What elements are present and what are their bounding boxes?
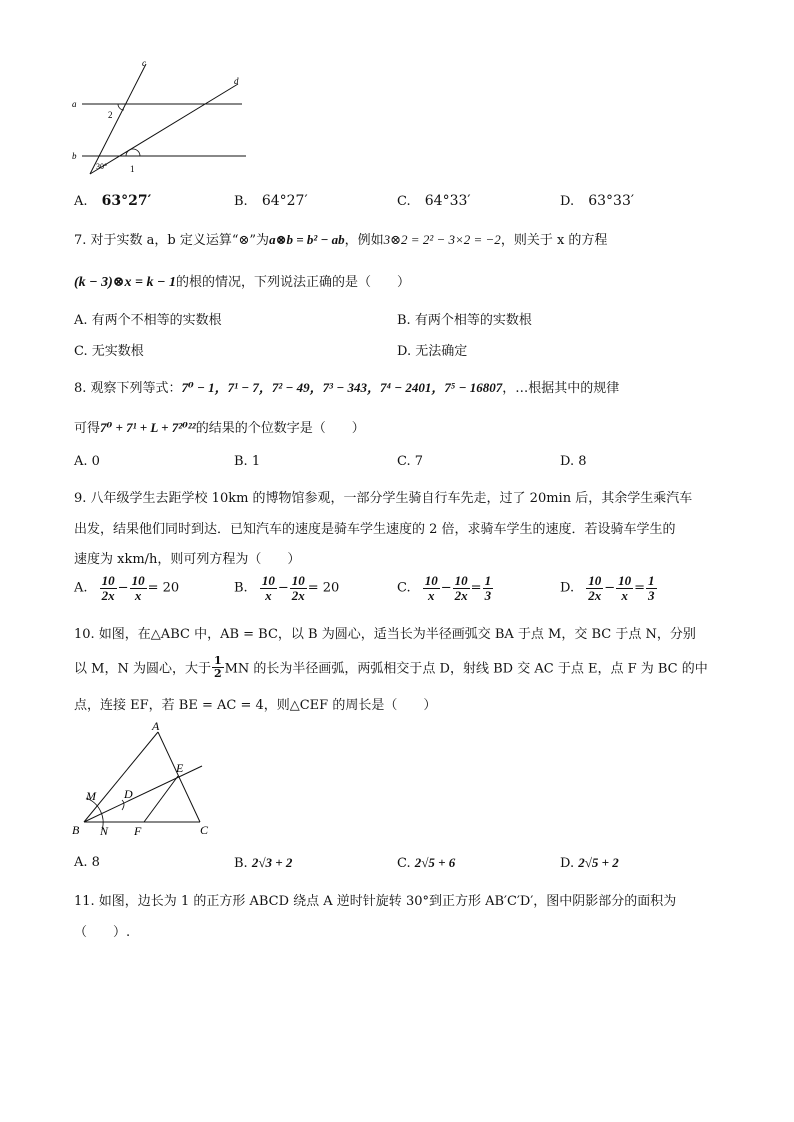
q6-option-a[interactable]: A. 63°27′ <box>74 193 152 209</box>
q9-stem-line2: 出发，结果他们同时到达．已知汽车的速度是骑车学生速度的 2 倍，求骑车学生的速度．若设骑车学生的 <box>74 522 676 537</box>
label-angle-2: 2 <box>108 110 113 120</box>
q11-stem-line1: 11. 如图，边长为 1 的正方形 ABCD 绕点 A 逆时针旋转 30°到正方形 AB′C′D′，图中阴影部分的面积为 <box>74 894 677 909</box>
label-D: D <box>124 787 133 801</box>
label-b: b <box>72 151 77 161</box>
q10-stem-line2: 以 M，N 为圆心，大于 $\frac{1}{2}$ MN 的长为半径画弧，两弧相交于点 D，射线 BD 交 AC 于点 E，点 F 为 BC 的中 <box>74 654 708 680</box>
triangle-abc-figure <box>70 718 220 840</box>
q8-stem-line2: 可得7⁰ + 7¹ + L + 7²⁰²²的结果的个位数字是（ ） <box>74 420 365 436</box>
q10-stem-line3: 点，连接 EF，若 BE = AC = 4，则△CEF 的周长是（ ） <box>74 698 437 713</box>
q7-stem-line2: (k − 3)⊗x = k − 1的根的情况，下列说法正确的是（ ） <box>74 275 411 290</box>
label-F: F <box>134 824 142 838</box>
q10-option-c[interactable]: C. 2√5 + 6 <box>397 855 456 871</box>
q10-option-d[interactable]: D. 2√5 + 2 <box>560 855 619 871</box>
q7-option-b[interactable]: B. 有两个相等的实数根 <box>397 313 532 328</box>
segment-ef <box>144 776 178 822</box>
label-C: C <box>200 823 209 837</box>
line-d <box>90 84 238 174</box>
q9-option-d[interactable]: D. $\frac{10}{2x}$ − $\frac{10}{x}$ = $\frac{1}{3}$ <box>560 573 655 603</box>
label-c: c <box>142 58 146 68</box>
q9-option-c[interactable]: C. $\frac{10}{x}$ − $\frac{10}{2x}$ = $\frac{1}{3}$ <box>397 573 492 603</box>
label-angle-1: 1 <box>130 164 135 174</box>
q8-option-b[interactable]: B. 1 <box>234 454 261 469</box>
label-M: M <box>86 789 96 803</box>
q10-option-b[interactable]: B. 2√3 + 2 <box>234 855 293 871</box>
q9-stem-line1: 9. 八年级学生去距学校 10km 的博物馆参观，一部分学生骑自行车先走，过了 20min 后，其余学生乘汽车 <box>74 491 693 506</box>
q8-option-a[interactable]: A. 0 <box>74 454 100 469</box>
label-B: B <box>72 823 80 837</box>
q6-option-b[interactable]: B. 64°27′ <box>234 193 308 209</box>
q7-option-c[interactable]: C. 无实数根 <box>74 344 144 359</box>
q6-option-d[interactable]: D. 63°33′ <box>560 193 635 209</box>
q9-stem-line3: 速度为 xkm/h，则可列方程为（ ） <box>74 552 301 567</box>
angle-1-arc <box>126 149 140 156</box>
label-d: d <box>234 76 239 86</box>
parallel-lines-figure <box>66 58 256 178</box>
label-E: E <box>176 761 184 775</box>
q6-option-c[interactable]: C. 64°33′ <box>397 193 471 209</box>
q8-stem-line1: 8. 观察下列等式：7⁰ − 1，7¹ − 7，7² − 49，7³ − 343，7⁴ − 2401，7⁵ − 16807，…根据其中的规律 <box>74 380 620 396</box>
q7-option-a[interactable]: A. 有两个不相等的实数根 <box>74 313 222 328</box>
q10-option-a[interactable]: A. 8 <box>74 855 100 870</box>
q9-option-b[interactable]: B. $\frac{10}{x}$ − $\frac{10}{2x}$ = 20 <box>234 573 340 603</box>
q8-option-d[interactable]: D. 8 <box>560 454 587 469</box>
q8-option-c[interactable]: C. 7 <box>397 454 424 469</box>
label-N: N <box>100 824 109 838</box>
q10-stem-line1: 10. 如图，在△ABC 中，AB = BC，以 B 为圆心，适当长为半径画弧交 BA 于点 M，交 BC 于点 N，分别 <box>74 627 696 642</box>
q7-option-d[interactable]: D. 无法确定 <box>397 344 468 359</box>
side-ab <box>84 732 158 822</box>
q9-option-a[interactable]: A. $\frac{10}{2x}$ − $\frac{10}{x}$ = 20 <box>74 573 180 603</box>
label-angle-30: 30° <box>96 162 108 171</box>
label-A: A <box>152 719 160 733</box>
label-a: a <box>72 99 77 109</box>
q11-stem-line2: （ ）. <box>74 925 131 940</box>
arc-d <box>122 800 124 810</box>
q7-stem-line1: 7. 对于实数 a，b 定义运算“⊗”为a⊗b = b² − ab，例如3⊗2 = 2² − 3×2 = −2，则关于 x 的方程 <box>74 232 608 248</box>
